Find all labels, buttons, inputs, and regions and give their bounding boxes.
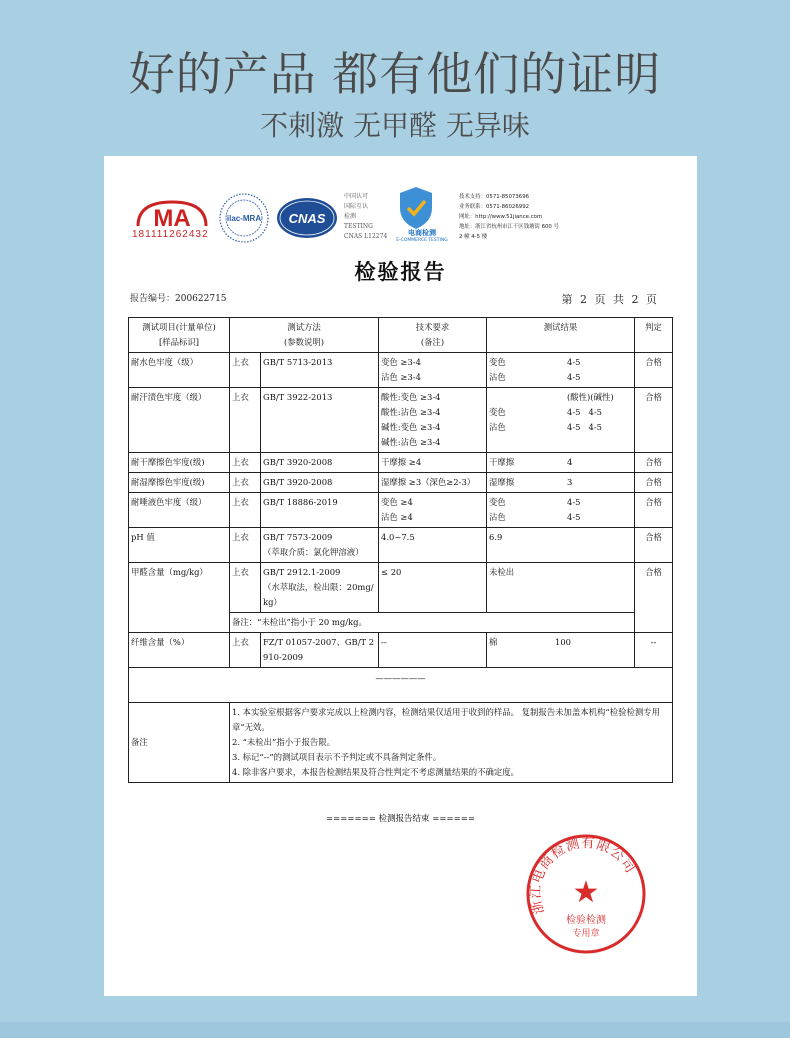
result-value: 4-5 4-5 <box>567 357 581 382</box>
ilac-logo-icon <box>218 192 270 244</box>
cell-method: GB/T 3920-2008 <box>261 473 379 493</box>
cell-result <box>487 493 635 528</box>
contact-info <box>459 192 559 242</box>
cell-item: 纤维含量（%） <box>129 633 230 668</box>
cell-method: GB/T 2912.1-2009 （水萃取法，检出限：20mg/kg） <box>261 563 379 613</box>
cnas-logo-text: CNAS <box>288 211 326 226</box>
cell-result <box>487 633 635 668</box>
header-item: 测试项目(计量单位) [样品标识] <box>129 318 230 353</box>
test-results-table <box>128 317 673 783</box>
cell-requirement: -- <box>379 633 487 668</box>
shield-caption-en: E-COMMERCE TESTING <box>396 238 448 243</box>
shield-check-icon <box>396 184 436 232</box>
shield-caption <box>387 228 457 243</box>
header-result: 测试结果 <box>487 318 635 353</box>
formaldehyde-note: 备注：“未检出”指小于 20 mg/kg。 <box>230 613 635 633</box>
cell-requirement: 酸性:变色 ≥3-4 酸性:沾色 ≥3-4 碱性:变色 ≥3-4 碱性:沾色 ≥3-4 <box>379 388 487 453</box>
cell-verdict: 合格 <box>635 563 673 633</box>
cell-requirement: 变色 ≥4 沾色 ≥4 <box>379 493 487 528</box>
cell-part: 上衣 <box>230 388 261 453</box>
table-row <box>129 633 673 668</box>
cma-number: 181111262432 <box>132 229 209 240</box>
cnas-logo-icon <box>276 194 338 242</box>
cell-verdict: 合格 <box>635 353 673 388</box>
cell-result <box>487 353 635 388</box>
cell-item: 耐水色牢度（级） <box>129 353 230 388</box>
cell-part: 上衣 <box>230 528 261 563</box>
stamp-ring-text: 浙江电商检测有限公司 <box>527 835 639 917</box>
cell-item: 耐干摩擦色牢度(级) <box>129 453 230 473</box>
cell-verdict: 合格 <box>635 493 673 528</box>
cell-verdict: 合格 <box>635 388 673 453</box>
page-info: 第 2 页 共 2 页 <box>561 293 659 306</box>
cell-method: GB/T 7573-2009 （萃取介质：氯化钾溶液） <box>261 528 379 563</box>
contact-line: 地址：浙江省杭州市江干区钱塘街 600 号 <box>459 224 559 230</box>
cell-item: 甲醛含量（mg/kg） <box>129 563 230 633</box>
cell-result <box>487 453 635 473</box>
table-row <box>129 493 673 528</box>
report-title: 检验报告 <box>354 259 447 284</box>
separator-line: —————— <box>129 668 673 703</box>
cell-requirement: ≤ 20 <box>379 563 487 613</box>
cell-method: GB/T 18886-2019 <box>261 493 379 528</box>
remark-item: 3. 标记“--”的测试项目表示不予判定或不具备判定条件。 <box>232 752 442 762</box>
result-label: 未检出 <box>489 567 515 577</box>
cnas-line: 国际互认 <box>344 203 369 210</box>
remarks-label: 备注 <box>129 703 230 783</box>
cnas-line: TESTING <box>344 223 373 230</box>
page-subheadline: 不刺激 无甲醛 无异味 <box>260 109 530 142</box>
cell-method: GB/T 3920-2008 <box>261 453 379 473</box>
header-verdict: 判定 <box>635 318 673 353</box>
cell-item: pH 值 <box>129 528 230 563</box>
cnas-line: 中国认可 <box>344 193 369 200</box>
cnas-accreditation-text <box>344 192 387 242</box>
stamp-star: ★ <box>572 875 600 910</box>
remarks-row <box>129 703 673 783</box>
report-number: 报告编号：200622715 <box>130 294 227 304</box>
cell-verdict: -- <box>635 633 673 668</box>
remark-item: 4. 除非客户要求，本报告检测结果及符合性判定不考虑测量结果的不确定度。 <box>232 767 520 777</box>
result-label: 6.9 <box>489 532 503 542</box>
cma-logo-text: MA <box>153 205 191 232</box>
result-label: 棉 <box>489 637 498 647</box>
cell-method: GB/T 3922-2013 <box>261 388 379 453</box>
cell-verdict: 合格 <box>635 453 673 473</box>
cell-requirement: 变色 ≥3-4 沾色 ≥3-4 <box>379 353 487 388</box>
ilac-logo-text: ilac-MRA <box>226 214 262 223</box>
cell-item: 耐湿摩擦色牢度(级) <box>129 473 230 493</box>
table-header-row <box>129 318 673 353</box>
report-end-line: ======= 检测报告结束 ====== <box>326 814 475 824</box>
result-value: (酸性)(碱性) 4-5 4-5 4-5 4-5 <box>567 392 614 432</box>
header-method: 测试方法 (参数说明) <box>230 318 379 353</box>
remark-item: 2. “未检出”指小于报告限。 <box>232 737 335 747</box>
table-row <box>129 453 673 473</box>
report-paper <box>104 156 697 996</box>
result-label: 变色 沾色 <box>489 357 506 382</box>
cell-requirement: 4.0~7.5 <box>379 528 487 563</box>
stamp-line1: 检验检测 <box>566 915 606 926</box>
cell-part: 上衣 <box>230 353 261 388</box>
result-label: 变色 沾色 <box>489 497 506 522</box>
cell-part: 上衣 <box>230 633 261 668</box>
contact-line: 2 幢 4-5 楼 <box>459 234 488 240</box>
cell-result <box>487 563 635 613</box>
result-value: 4 <box>567 457 573 467</box>
table-row <box>129 353 673 388</box>
shield-caption-cn: 电商检测 <box>408 229 436 237</box>
remark-item: 1. 本实验室根据客户要求完成以上检测内容，检测结果仅适用于收到的样品。 复制报告未加盖本机构“检验检测专用章”无效。 <box>232 707 660 732</box>
cell-method: GB/T 5713-2013 <box>261 353 379 388</box>
cell-method: FZ/T 01057-2007、GB/T 2910-2009 <box>261 633 379 668</box>
result-label: 变色 沾色 <box>489 407 506 432</box>
result-value: 4-5 4-5 <box>567 497 581 522</box>
cell-result <box>487 528 635 563</box>
contact-line: 技术支持：0571-85073696 <box>459 194 530 200</box>
cell-verdict: 合格 <box>635 473 673 493</box>
contact-line: 业务联系：0571-86026992 <box>459 204 530 210</box>
remarks-content <box>230 703 673 783</box>
cell-requirement: 湿摩擦 ≥3（深色≥2-3） <box>379 473 487 493</box>
result-label: 湿摩擦 <box>489 477 515 487</box>
cell-result <box>487 388 635 453</box>
cell-part: 上衣 <box>230 563 261 613</box>
bottom-band <box>0 1022 790 1038</box>
page-headline: 好的产品 都有他们的证明 <box>128 47 662 101</box>
result-label: 干摩擦 <box>489 457 515 467</box>
cell-item: 耐唾液色牢度（级） <box>129 493 230 528</box>
table-row <box>129 528 673 563</box>
cell-part: 上衣 <box>230 493 261 528</box>
cnas-line: 检测 <box>344 213 357 220</box>
header-requirement: 技术要求 (备注) <box>379 318 487 353</box>
official-stamp-icon <box>524 832 648 956</box>
result-value: 100 <box>555 637 572 647</box>
table-row <box>129 388 673 453</box>
cell-verdict: 合格 <box>635 528 673 563</box>
contact-line: 网址：http://www.51jiance.com <box>459 214 543 220</box>
table-row <box>129 563 673 613</box>
cell-part: 上衣 <box>230 453 261 473</box>
stamp-line2: 专用章 <box>572 929 600 939</box>
cell-item: 耐汗渍色牢度（级） <box>129 388 230 453</box>
separator-row <box>129 668 673 703</box>
cell-part: 上衣 <box>230 473 261 493</box>
table-row <box>129 473 673 493</box>
cell-result <box>487 473 635 493</box>
cell-requirement: 干摩擦 ≥4 <box>379 453 487 473</box>
cnas-line: CNAS L12274 <box>344 233 388 240</box>
result-value: 3 <box>567 477 573 487</box>
